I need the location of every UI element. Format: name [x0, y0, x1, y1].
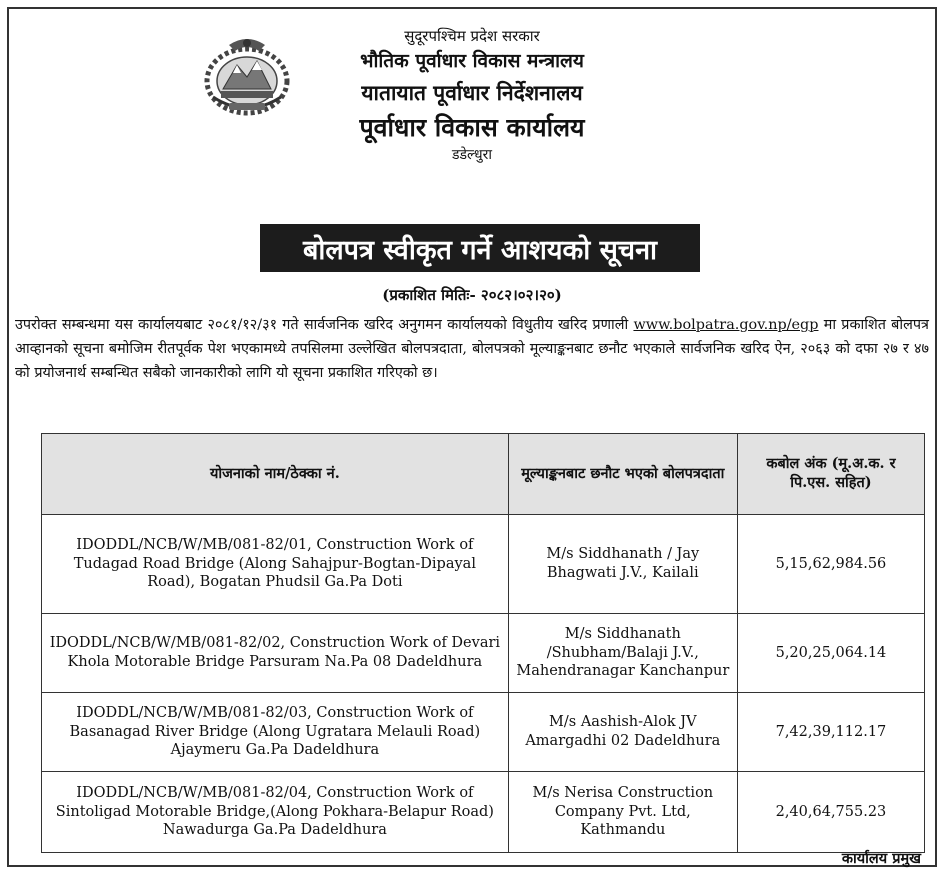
bidder-cell: M/s Siddhanath /Shubham/Balaji J.V., Mahendranagar Kanchanpur: [508, 614, 737, 693]
notice-document: [7, 7, 937, 867]
bidder-cell: M/s Nerisa Construction Company Pvt. Ltd, Kathmandu: [508, 772, 737, 853]
signature-office-chief: कार्यालय प्रमुख: [841, 850, 921, 867]
body-text-part2: मा प्रकाशित बोलपत्र आव्हानको सूचना बमोजिम रीतपूर्वक पेश भएकामध्ये तपसिलमा उल्लेखित बोलपत्रदाता, बोलपत्रको मूल्याङ्कनबाट छनौट भएकाले सार्वजनिक खरिद ऐन, २०६३ को दफा २७ र ४७ को प्रयोजनार्थ सम्बन्धित सबैको जानकारीको लागि यो सूचना प्रकाशित गरिएको छ।: [15, 317, 929, 381]
project-cell: IDODDL/NCB/W/MB/081-82/03, Construction Work of Basanagad River Bridge (Along Ugratara Melauli Road) Ajaymeru Ga.Pa Dadeldhura: [42, 693, 509, 772]
table-header-row: [42, 434, 925, 515]
project-cell: IDODDL/NCB/W/MB/081-82/04, Construction Work of Sintoligad Motorable Bridge,(Along Pokhara-Belapur Road) Nawadurga Ga.Pa Dadeldhura: [42, 772, 509, 853]
project-cell: IDODDL/NCB/W/MB/081-82/01, Construction Work of Tudagad Road Bridge (Along Sahajpur-Bogtan-Dipayal Road), Bogatan Phudsil Ga.Pa Doti: [42, 515, 509, 614]
office-location: डडेल्धुरा: [452, 147, 492, 163]
column-header-amount: कबोल अंक (मू.अ.क. र पि.एस. सहित): [737, 434, 924, 515]
column-header-project: योजनाको नाम/ठेक्का नं.: [42, 434, 509, 515]
table-row: [42, 772, 925, 853]
notice-title: बोलपत्र स्वीकृत गर्ने आशयको सूचना: [260, 224, 700, 272]
amount-cell: 5,20,25,064.14: [737, 614, 924, 693]
award-table: [41, 433, 925, 853]
project-cell: IDODDL/NCB/W/MB/081-82/02, Construction Work of Devari Khola Motorable Bridge Parsuram Na.Pa 08 Dadeldhura: [42, 614, 509, 693]
body-text-part1: उपरोक्त सम्बन्धमा यस कार्यालयबाट २०८१/१२/३१ गते सार्वजनिक खरिद अनुगमन कार्यालयको विधुतीय खरिद प्रणाली: [15, 317, 634, 333]
bolpatra-link[interactable]: www.bolpatra.gov.np/egp: [633, 317, 819, 333]
table-row: [42, 515, 925, 614]
province-government: सुदूरपश्चिम प्रदेश सरकार: [404, 27, 540, 45]
notice-body: [15, 313, 929, 385]
table-row: [42, 693, 925, 772]
office-header: [9, 27, 935, 165]
table-row: [42, 614, 925, 693]
amount-cell: 7,42,39,112.17: [737, 693, 924, 772]
ministry-name: भौतिक पूर्वाधार विकास मन्त्रालय: [360, 49, 584, 72]
published-date: (प्रकाशित मितिः- २०८२।०२।२०): [382, 286, 562, 304]
directorate-name: यातायात पूर्वाधार निर्देशनालय: [361, 79, 583, 105]
bidder-cell: M/s Aashish-Alok JV Amargadhi 02 Dadeldhura: [508, 693, 737, 772]
amount-cell: 2,40,64,755.23: [737, 772, 924, 853]
amount-cell: 5,15,62,984.56: [737, 515, 924, 614]
bidder-cell: M/s Siddhanath / Jay Bhagwati J.V., Kailali: [508, 515, 737, 614]
office-name: पूर्वाधार विकास कार्यालय: [359, 112, 585, 142]
column-header-bidder: मूल्याङ्कनबाट छनौट भएको बोलपत्रदाता: [508, 434, 737, 515]
